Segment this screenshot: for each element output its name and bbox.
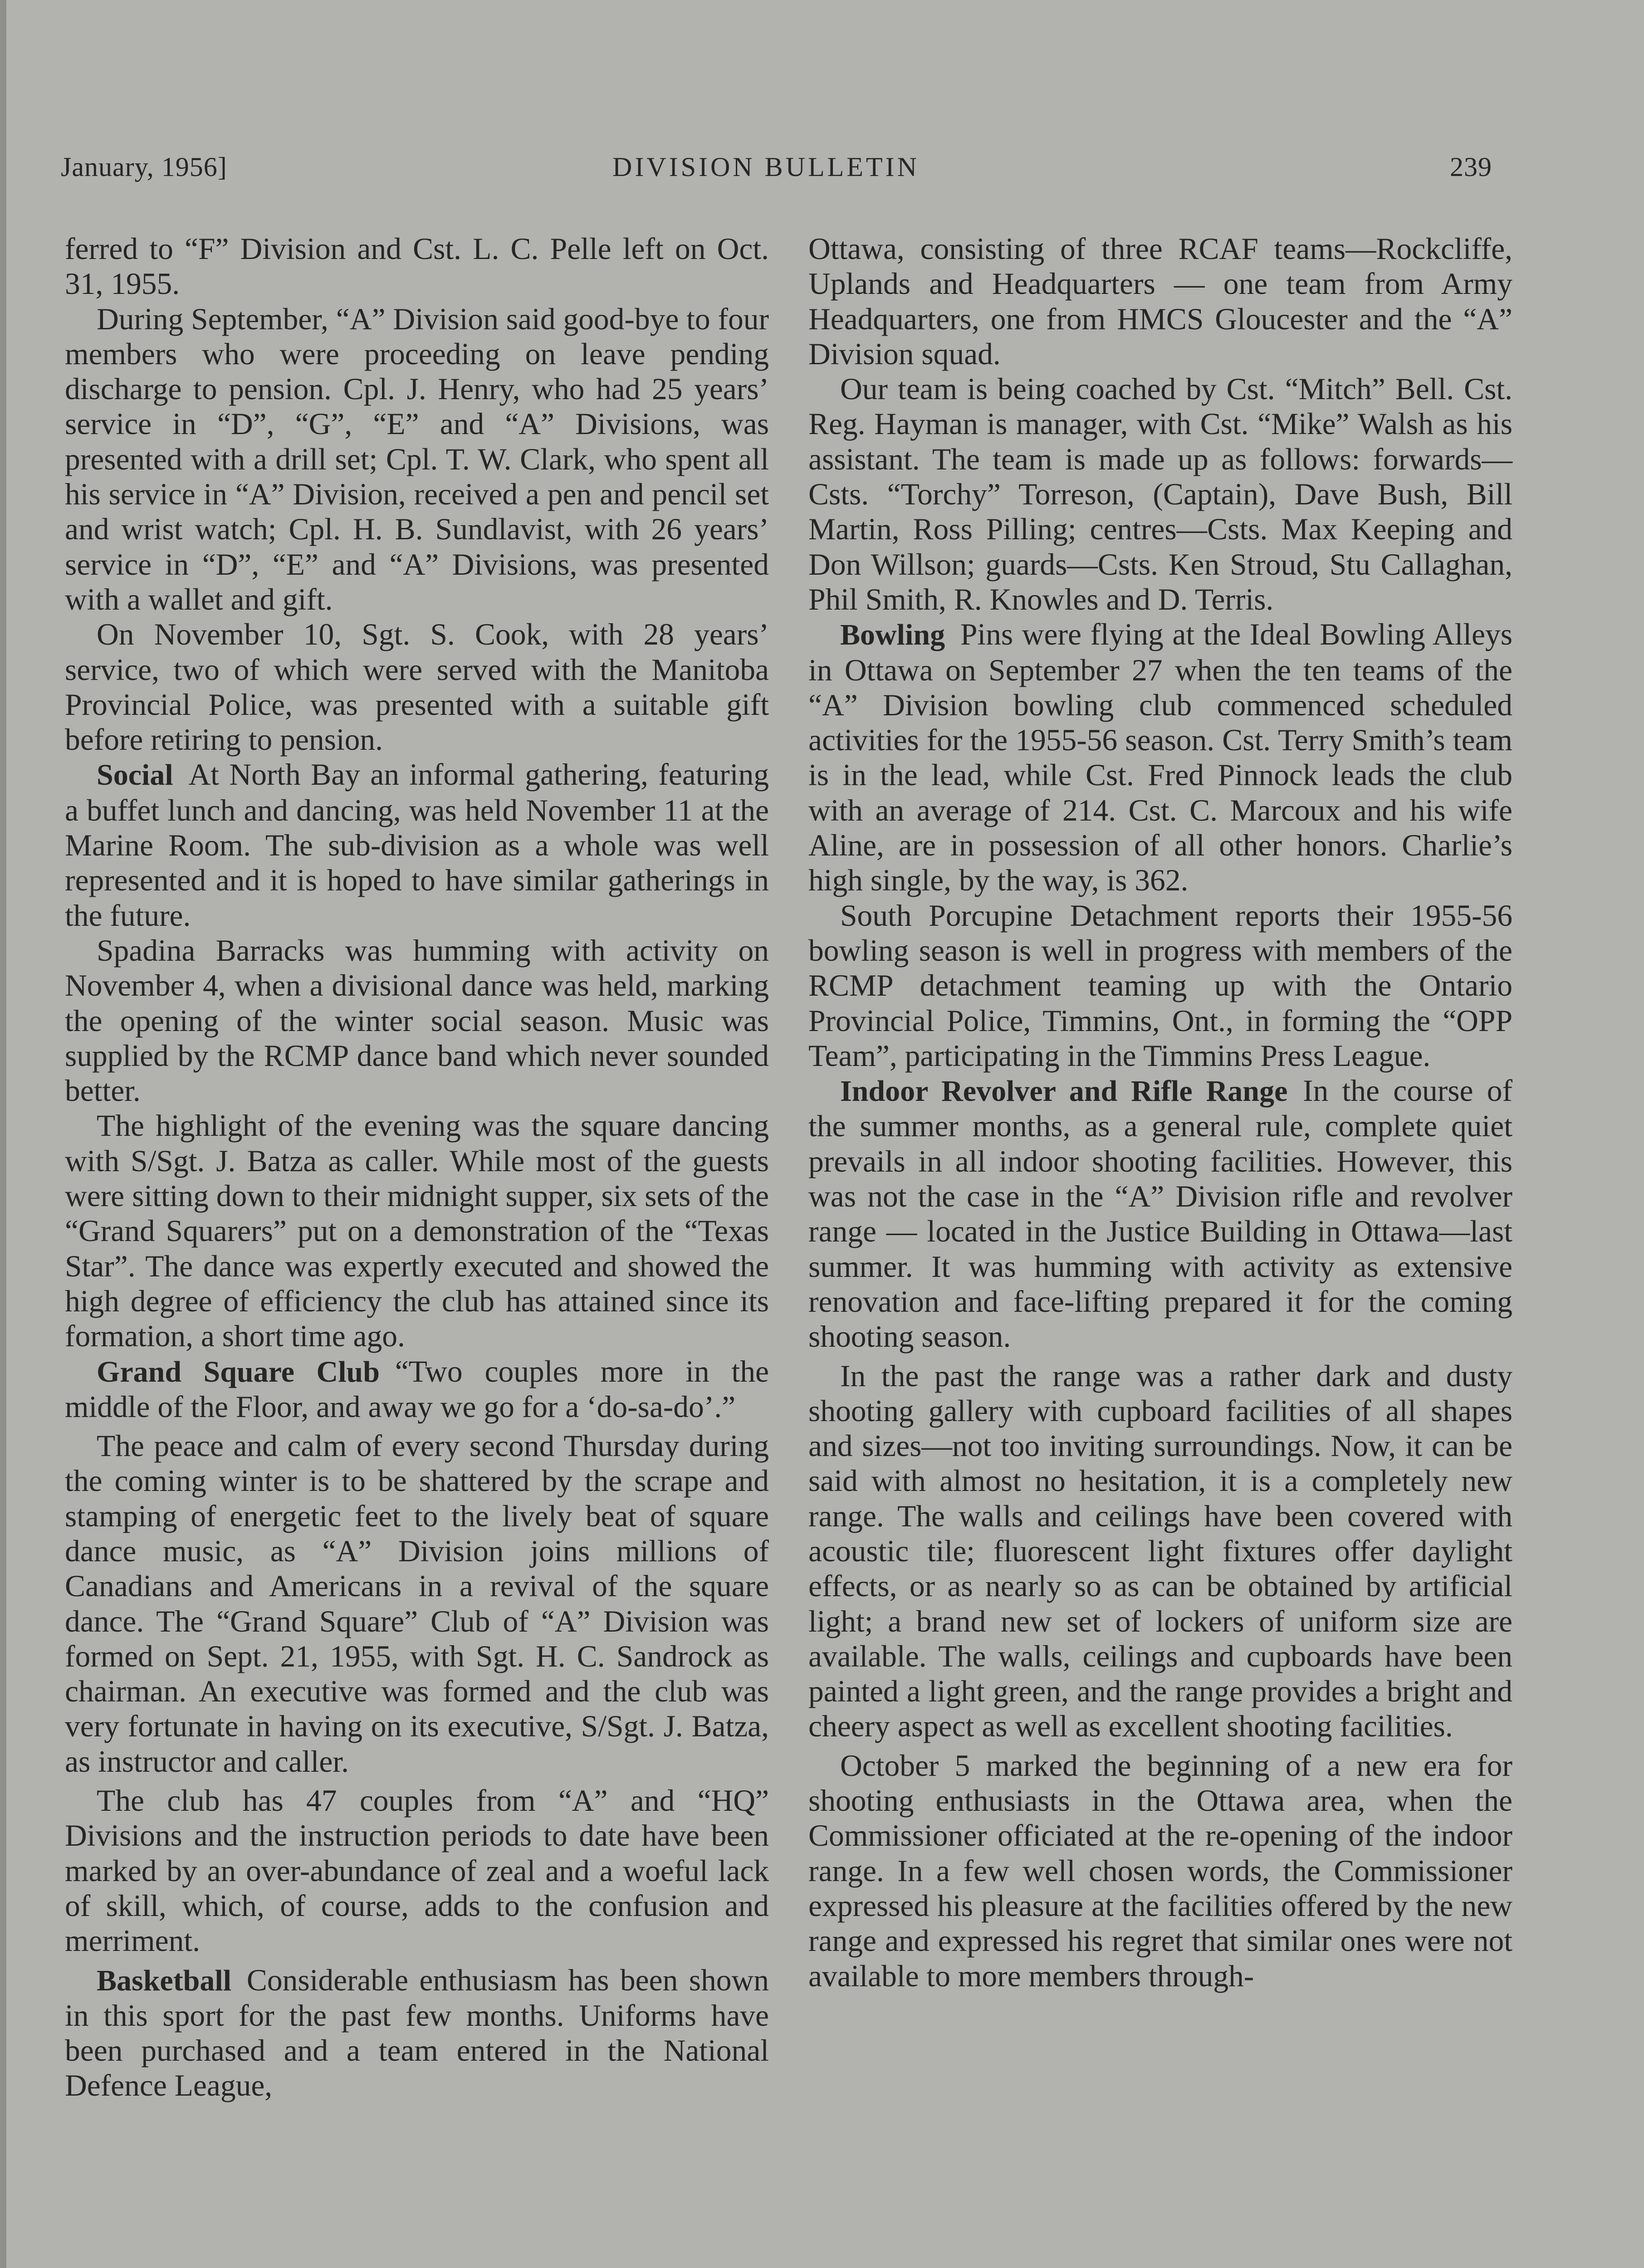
right-column [808, 231, 1512, 1994]
run-in-heading: Grand Square Club [97, 1355, 380, 1388]
paragraph: The highlight of the evening was the square dancing with S/Sgt. J. Batza as caller. While most of the guests were sitting down to their midnight supper, six sets of the “Grand Squarers” put on a demonstration of the “Texas Star”. The dance was expertly executed and showed the high degree of efficiency the club has attained since its formation, a short time ago. [65, 1109, 769, 1354]
paragraph: South Porcupine Detachment reports their 1955-56 bowling season is well in progress with members of the RCMP detachment teaming up with the Ontario Provincial Police, Timmins, Ont., in forming the “OPP Team”, participating in the Timmins Press League. [808, 898, 1512, 1073]
paragraph [808, 617, 1512, 898]
paragraph-text: “Two couples more in the middle of the Floor, and away we go for a ‘do-sa-do’.” [65, 1354, 769, 1424]
paragraph: October 5 marked the beginning of a new era for shooting enthusiasts in the Ottawa area, when the Commissioner officiated at the re-opening of the indoor range. In a few well chosen words, the Commissioner expressed his pleasure at the facilities offered by the new range and expressed his regret that similar ones were not available to more members through- [808, 1748, 1512, 1993]
running-header [0, 149, 1644, 185]
paragraph: Our team is being coached by Cst. “Mitch” Bell. Cst. Reg. Hayman is manager, with Cst. “Mike” Walsh as his assistant. The team is made up as follows: forwards—Csts. “Torchy” Torreson, (Captain), Dave Bush, Bill Martin, Ross Pilling; centres—Csts. Max Keeping and Don Willson; guards—Csts. Ken Stroud, Stu Callaghan, Phil Smith, R. Knowles and D. Terris. [808, 372, 1512, 616]
paragraph: ferred to “F” Division and Cst. L. C. Pelle left on Oct. 31, 1955. [65, 232, 769, 301]
page-number: 239 [1450, 152, 1492, 182]
run-in-heading: Basketball [97, 1964, 232, 1997]
header-date: January, 1956] [61, 152, 227, 182]
paragraph-text: Considerable enthusiasm has been shown in this sport for the past few months. Uniforms have been purchased and a team entered in the National Defence League, [65, 1963, 769, 2103]
paragraph: Ottawa, consisting of three RCAF teams—Rockcliffe, Uplands and Headquarters — one team from Army Headquarters, one from HMCS Gloucester and the “A” Division squad. [808, 232, 1512, 371]
paragraph-text: Pins were flying at the Ideal Bowling Alleys in Ottawa on September 27 when the ten teams of the “A” Division bowling club commenced scheduled activities for the 1955-56 season. Cst. Terry Smith’s team is in the lead, while Cst. Fred Pinnock leads the club with an average of 214. Cst. C. Marcoux and his wife Aline, are in possession of all other honors. Charlie’s high single, by the way, is 362. [808, 617, 1512, 898]
paragraph [65, 1963, 769, 2103]
paragraph: During September, “A” Division said good-bye to four members who were proceeding on leave pending discharge to pension. Cpl. J. Henry, who had 25 years’ service in “D”, “G”, “E” and “A” Divisions, was presented with a drill set; Cpl. T. W. Clark, who spent all his service in “A” Division, received a pen and pencil set and wrist watch; Cpl. H. B. Sundlavist, with 26 years’ service in “D”, “E” and “A” Divisions, was presented with a wallet and gift. [65, 302, 769, 616]
paragraph: On November 10, Sgt. S. Cook, with 28 years’ service, two of which were served with the Manitoba Provincial Police, was presented with a suitable gift before retiring to pension. [65, 617, 769, 757]
paragraph [808, 1073, 1512, 1354]
paragraph: In the past the range was a rather dark and dusty shooting gallery with cupboard facilities of all shapes and sizes—not too inviting surroundings. Now, it can be said with almost no hesitation, it is a completely new range. The walls and ceilings have been covered with acoustic tile; fluorescent light fixtures offer daylight effects, or as nearly so as can be obtained by artificial light; a brand new set of lockers of uniform size are available. The walls, ceilings and cupboards have been painted a light green, and the range provides a bright and cheery aspect as well as excellent shooting facilities. [808, 1359, 1512, 1744]
paragraph-text: At North Bay an informal gathering, featuring a buffet lunch and dancing, was held November 11 at the Marine Room. The sub-division as a whole was well represented and it is hoped to have similar gatherings in the future. [65, 758, 769, 933]
paragraph: The peace and calm of every second Thursday during the coming winter is to be shattered by the scrape and stamping of energetic feet to the lively beat of square dance music, as “A” Division joins millions of Canadians and Americans in a revival of the square dance. The “Grand Square” Club of “A” Division was formed on Sept. 21, 1955, with Sgt. H. C. Sandrock as chairman. An executive was formed and the club was very fortunate in having on its executive, S/Sgt. J. Batza, as instructor and caller. [65, 1429, 769, 1779]
run-in-heading: Indoor Revolver and Rifle Range [840, 1075, 1288, 1108]
paragraph-text: In the course of the summer months, as a general rule, complete quiet prevails in all indoor shooting facilities. However, this was not the case in the “A” Division rifle and revolver range — located in the Justice Building in Ottawa—last summer. It was humming with activity as extensive renovation and face-lifting prepared it for the coming shooting season. [808, 1074, 1512, 1354]
left-column [65, 231, 769, 2103]
paragraph: The club has 47 couples from “A” and “HQ” Divisions and the instruction periods to date have been marked by an over-abundance of zeal and a woeful lack of skill, which, of course, adds to the confusion and merriment. [65, 1784, 769, 1958]
paragraph [65, 757, 769, 933]
run-in-heading: Bowling [840, 618, 945, 652]
paragraph: Spadina Barracks was humming with activity on November 4, when a divisional dance was held, marking the opening of the winter social season. Music was supplied by the RCMP dance band which never sounded better. [65, 933, 769, 1108]
run-in-heading: Social [97, 758, 173, 792]
header-title: DIVISION BULLETIN [612, 152, 920, 182]
paragraph [65, 1354, 769, 1425]
